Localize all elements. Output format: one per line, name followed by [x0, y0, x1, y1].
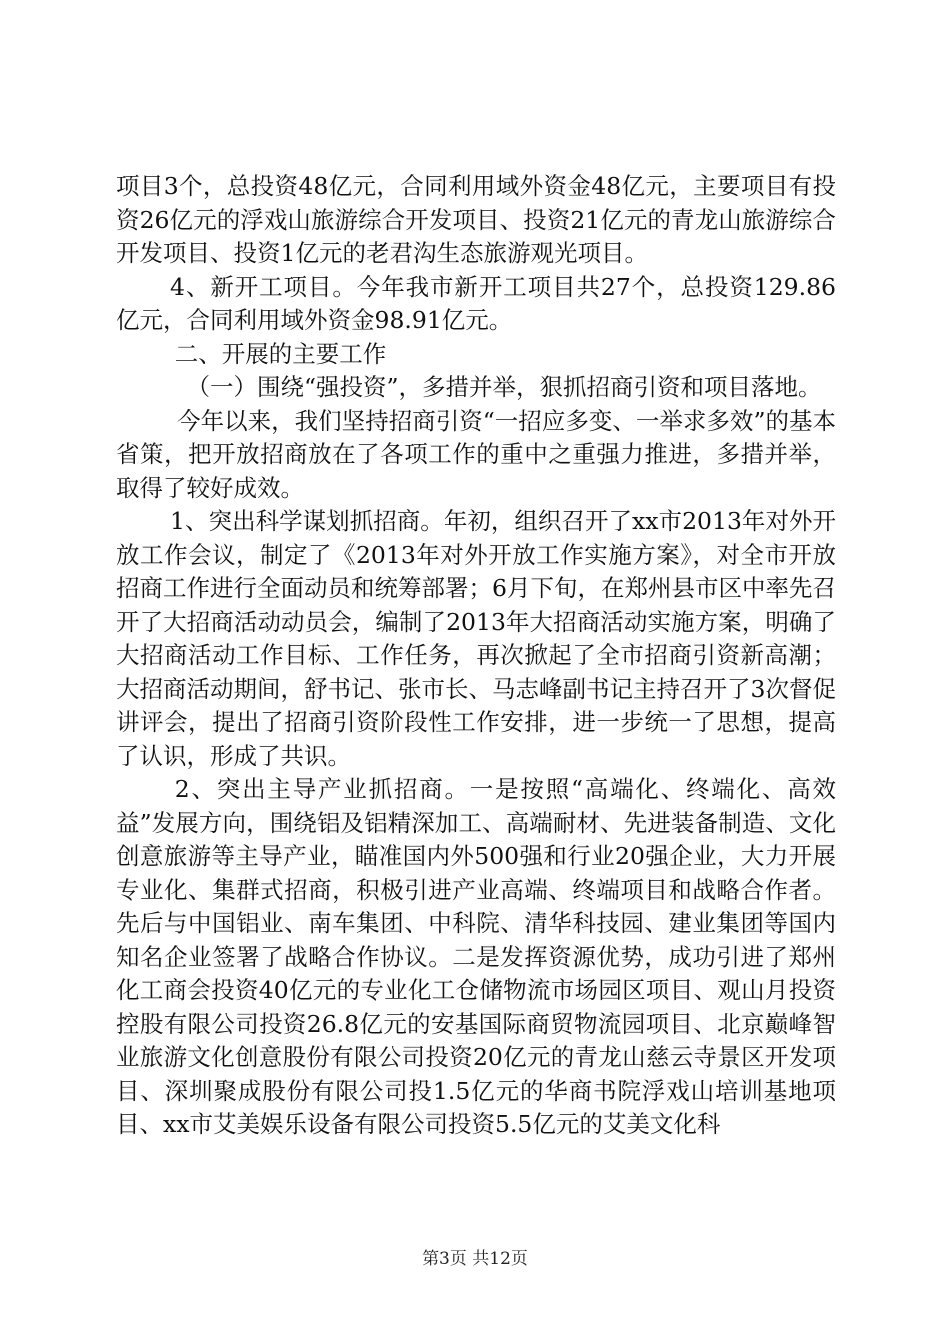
- document-body: [116, 170, 836, 1142]
- paragraph-planning: 1、突出科学谋划抓招商。年初，组织召开了xx市2013年对外开放工作会议，制定了《2013年对外开放工作实施方案》，对全市开放招商工作进行全面动员和统筹部署；6月下旬，在郑州县市区中率先召开了大招商活动动员会，编制了2013年大招商活动实施方案，明确了大招商活动工作目标、工作任务，再次掀起了全市招商引资新高潮；大招商活动期间，舒书记、张市长、马志峰副书记主持召开了3次督促讲评会，提出了招商引资阶段性工作安排，进一步统一了思想，提高了认识，形成了共识。: [116, 507, 836, 770]
- section-heading-main-work: 二、开展的主要工作: [174, 339, 387, 368]
- paragraph-industry: 2、突出主导产业抓招商。一是按照“高端化、终端化、高效益”发展方向，围绕铝及铝精深加工、高端耐材、先进装备制造、文化创意旅游等主导产业，瞄准国内外500强和行业20强企业，大力开展专业化、集群式招商，积极引进产业高端、终端项目和战略合作者。先后与中国铝业、南车集团、中科院、清华科技园、建业集团等国内知名企业签署了战略合作协议。二是发挥资源优势，成功引进了郑州化工商会投资40亿元的专业化工仓储物流市场园区项目、观山月投资控股有限公司投资26.8亿元的安基国际商贸物流园项目、北京巅峰智业旅游文化创意股份有限公司投资20亿元的青龙山慈云寺景区开发项目、深圳聚成股份有限公司投1.5亿元的华商书院浮戏山培训基地项目、xx市艾美娱乐设备有限公司投资5.5亿元的艾美文化科: [116, 775, 836, 1138]
- paragraph-investment-intro: 今年以来，我们坚持招商引资“一招应多变、一举求多效”的基本省策，把开放招商放在了各项工作的重中之重强力推进，多措并举，取得了较好成效。: [116, 406, 836, 502]
- subsection-heading-investment: （一）围绕“强投资”，多措并举，狠抓招商引资和项目落地。: [186, 373, 822, 401]
- paragraph-project-summary: 项目3个，总投资48亿元，合同利用域外资金48亿元，主要项目有投资26亿元的浮戏山旅游综合开发项目、投资21亿元的青龙山旅游综合开发项目、投资1亿元的老君沟生态旅游观光项目。: [116, 172, 836, 267]
- paragraph-new-projects: 4、新开工项目。今年我市新开工项目共27个，总投资129.86亿元，合同利用域外资金98.91亿元。: [116, 272, 836, 334]
- page-number-footer: 第3页 共12页: [422, 1249, 528, 1269]
